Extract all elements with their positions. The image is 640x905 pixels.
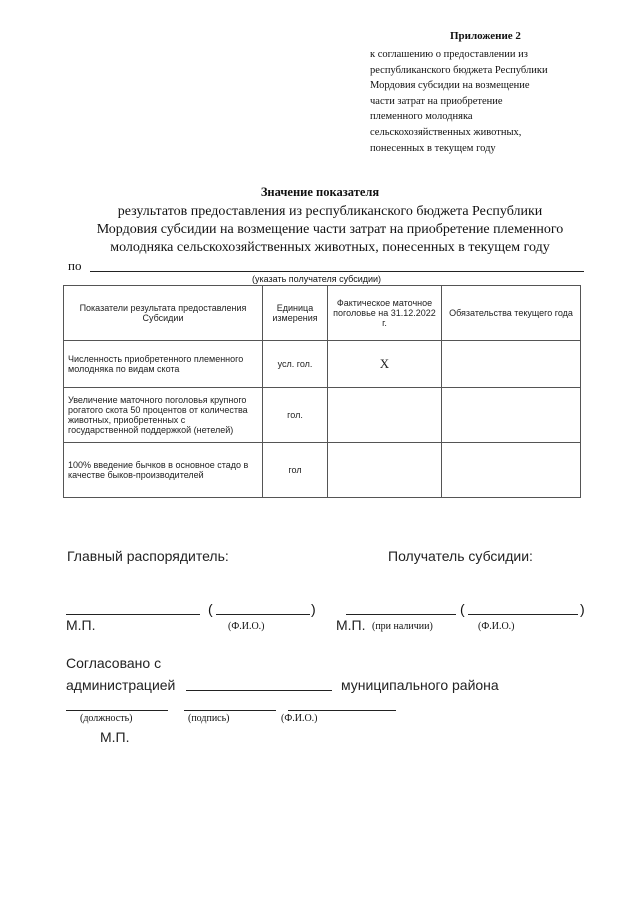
cell-fact[interactable] <box>328 443 442 498</box>
signature-line[interactable] <box>184 710 276 711</box>
agreed-label: Согласовано с <box>66 655 162 671</box>
table-row <box>64 341 581 388</box>
appendix-line: сельскохозяйственных животных, <box>370 126 522 138</box>
mp-right-note: (при наличии) <box>372 621 433 632</box>
open-paren: ( <box>208 601 213 617</box>
recipient-hint: (указать получателя субсидии) <box>252 274 382 284</box>
signature-caption: (подпись) <box>188 713 230 724</box>
administration-label: администрацией <box>66 677 176 693</box>
subtitle-line: молодняка сельскохозяйственных животных, понесенных в текущем году <box>110 240 550 255</box>
cell-indicator: Увеличение маточного поголовья крупного рогатого скота 50 процентов от количества животных, приобретенных с государственной поддержкой (нетелей) <box>64 388 263 443</box>
main-manager-label: Главный распорядитель: <box>67 548 229 564</box>
close-paren: ) <box>311 601 316 617</box>
appendix-line: понесенных в текущем году <box>370 142 496 154</box>
close-paren: ) <box>580 601 585 617</box>
subtitle-line: Мордовия субсидии на возмещение части затрат на приобретение племенного <box>96 222 564 237</box>
appendix-line: республиканского бюджета Республики <box>370 64 548 76</box>
cell-obligation[interactable] <box>442 341 581 388</box>
appendix-line: Мордовия субсидии на возмещение <box>370 80 530 92</box>
indicators-table <box>63 285 581 498</box>
fio-bottom-caption: (Ф.И.О.) <box>281 713 318 724</box>
position-line[interactable] <box>66 710 168 711</box>
district-label: муниципального района <box>341 677 499 693</box>
table-header-row <box>64 286 581 341</box>
district-name-line[interactable] <box>186 690 332 691</box>
po-label: по <box>68 258 82 273</box>
cell-obligation[interactable] <box>442 388 581 443</box>
mp-left: М.П. <box>66 617 96 633</box>
fio-right-caption: (Ф.И.О.) <box>478 621 515 632</box>
recipient-field-line[interactable] <box>90 271 584 272</box>
open-paren: ( <box>460 601 465 617</box>
cell-indicator: Численность приобретенного племенного молодняка по видам скота <box>64 341 263 388</box>
manager-signature-line[interactable] <box>66 614 200 615</box>
appendix-text <box>370 47 592 156</box>
header-fact: Фактическое маточное поголовье на 31.12.2022 г. <box>328 286 442 341</box>
recipient-signature-line[interactable] <box>346 614 456 615</box>
header-unit: Единица измерения <box>263 286 328 341</box>
fio-left-caption: (Ф.И.О.) <box>228 621 265 632</box>
appendix-line: племенного молодняка <box>370 111 473 123</box>
fio-line[interactable] <box>288 710 396 711</box>
cell-unit: гол. <box>263 388 328 443</box>
cell-obligation[interactable] <box>442 443 581 498</box>
appendix-line: к соглашению о предоставлении из <box>370 49 528 60</box>
cell-fact[interactable] <box>328 388 442 443</box>
cell-unit: усл. гол. <box>263 341 328 388</box>
cell-fact: Х <box>328 341 442 388</box>
manager-fio-line[interactable] <box>216 614 310 615</box>
subtitle-line: результатов предоставления из республиканского бюджета Республики <box>117 204 543 219</box>
header-obligation: Обязательства текущего года <box>442 286 581 341</box>
position-caption: (должность) <box>80 713 133 724</box>
mp-bottom: М.П. <box>100 729 130 745</box>
cell-indicator: 100% введение бычков в основное стадо в качестве быков-производителей <box>64 443 263 498</box>
cell-unit: гол <box>263 443 328 498</box>
document-title: Значение показателя <box>260 185 380 199</box>
document-subtitle <box>60 203 600 257</box>
mp-right: М.П. <box>336 617 366 633</box>
recipient-label: Получатель субсидии: <box>388 548 533 564</box>
appendix-title: Приложение 2 <box>450 30 521 42</box>
recipient-fio-line[interactable] <box>468 614 578 615</box>
appendix-line: части затрат на приобретение <box>370 95 503 107</box>
table-row <box>64 388 581 443</box>
table-row <box>64 443 581 498</box>
header-indicator: Показатели результата предоставления Субсидии <box>64 286 263 341</box>
